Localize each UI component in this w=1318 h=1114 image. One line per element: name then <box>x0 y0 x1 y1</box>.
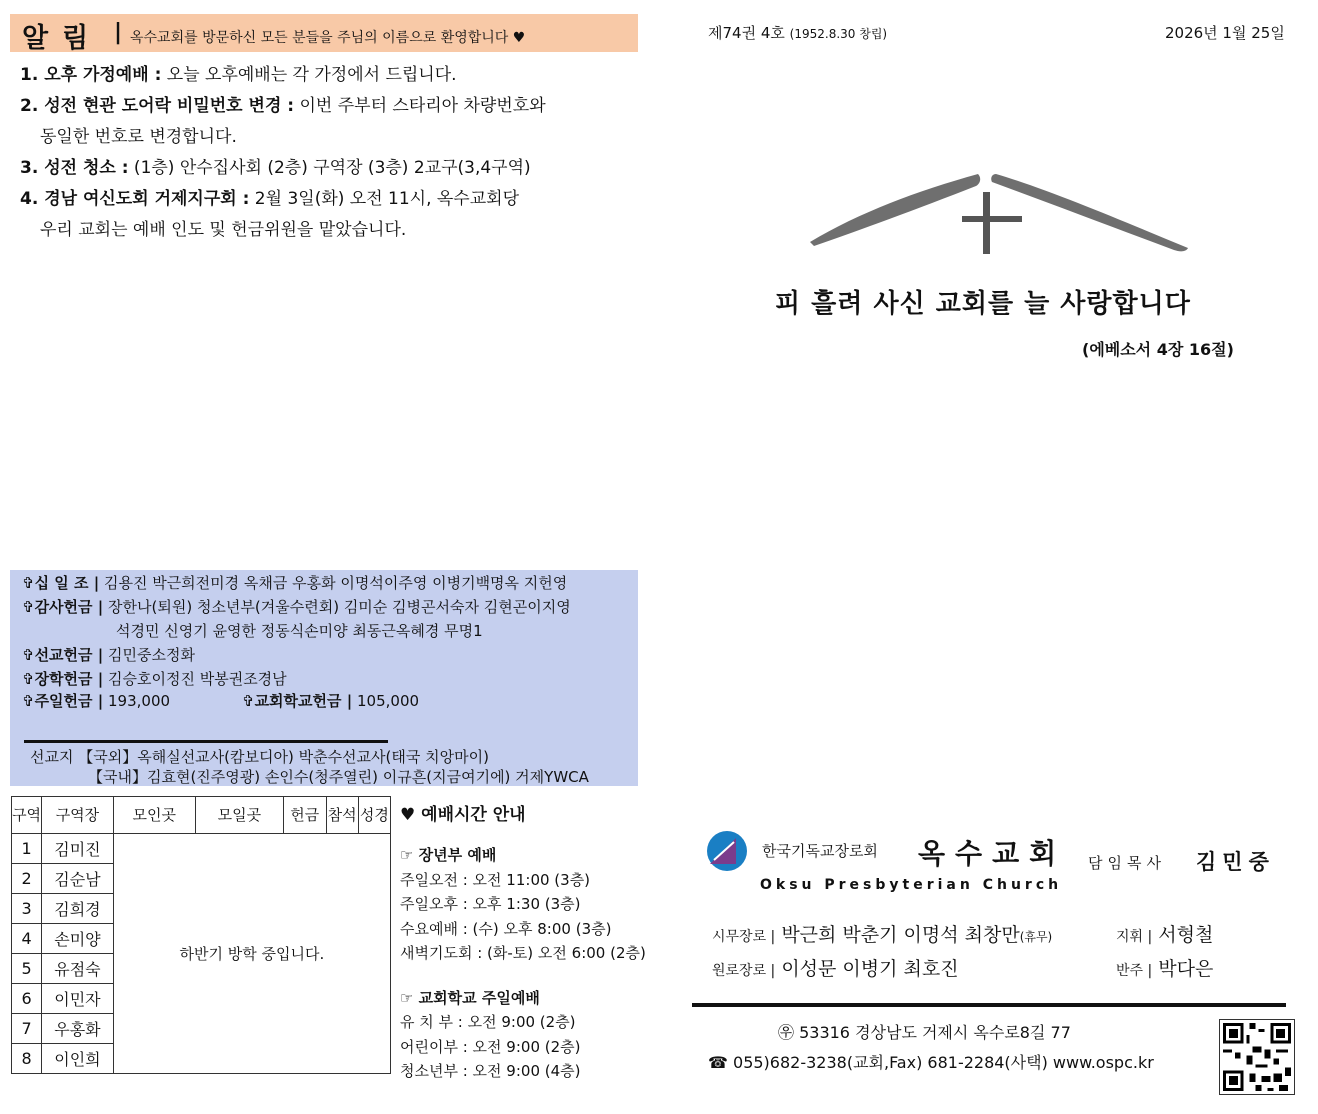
conductor-label: 지휘 | <box>1116 929 1153 945</box>
offering-divider <box>24 740 388 743</box>
footer-divider <box>692 1003 1286 1007</box>
col-offering: 헌금 <box>284 797 327 834</box>
schedule-title: ♥ 예배시간 안내 <box>400 805 526 825</box>
roof-right-stroke <box>991 174 1188 251</box>
motto-verse: (에베소서 4장 16절) <box>1082 340 1234 359</box>
notice-list <box>20 60 640 246</box>
pastor-name: 김민중 <box>1196 850 1275 874</box>
col-next-place: 모일곳 <box>195 797 283 834</box>
district-table <box>11 796 391 1074</box>
adult-worship-title: ☞ 장년부 예배 <box>400 846 497 864</box>
mission-label: ✞선교헌금 | <box>22 646 104 664</box>
elders-label: 시무장로 | <box>712 929 776 945</box>
schedule-line: 새벽기도회 : (화-토) 오전 6:00 (2층) <box>400 944 646 962</box>
notice-item <box>20 153 640 184</box>
notice-continuation: 동일한 번호로 변경합니다. <box>40 127 237 147</box>
sunday-amount: 193,000 <box>108 692 171 710</box>
cross-horizontal <box>962 216 1022 222</box>
cross-vertical <box>983 192 990 254</box>
thanks-names: 장한나(퇴원) 청소년부(겨울수련회) 김미순 김병곤서숙자 김현곤이지영 <box>108 598 571 616</box>
thanks-row <box>22 596 571 617</box>
missionary-row: 【국내】김효현(진주영광) 손인수(청주열린) 이규흔(지금여기에) 거제YWCA <box>88 768 589 786</box>
district-note: 하반기 방학 중입니다. <box>113 834 390 1074</box>
district-number: 8 <box>12 1044 42 1074</box>
district-leader: 김미진 <box>42 834 114 864</box>
worship-schedule <box>400 800 690 1084</box>
conductor-name: 서형철 <box>1158 924 1214 946</box>
thanks-label: ✞감사헌금 | <box>22 598 104 616</box>
tithe-row <box>22 572 567 593</box>
denomination: 한국기독교장로회 <box>762 842 878 860</box>
retired-label: 원로장로 | <box>712 963 776 979</box>
elders-row <box>712 920 1052 947</box>
col-district: 구역 <box>12 797 42 834</box>
pastor-label: 담임목사 <box>1088 854 1166 872</box>
district-leader: 이민자 <box>42 984 114 1014</box>
notice-body: 이번 주부터 스타리아 차량번호와 <box>294 96 546 116</box>
church-english-name: Oksu Presbyterian Church <box>760 877 1063 893</box>
tithe-names: 김용진 박근희전미경 옥채금 우홍화 이명석이주영 이병기백명옥 지헌영 <box>103 574 568 592</box>
district-leader: 우홍화 <box>42 1014 114 1044</box>
tithe-label: ✞십 일 조 | <box>22 574 100 592</box>
district-leader: 손미양 <box>42 924 114 954</box>
conductor-row <box>1116 920 1213 947</box>
district-number: 1 <box>12 834 42 864</box>
district-number: 6 <box>12 984 42 1014</box>
roof-left-stroke <box>810 174 980 246</box>
notice-continuation: 우리 교회는 예배 인도 및 헌금위원을 맡았습니다. <box>40 220 407 240</box>
district-leader: 이인희 <box>42 1044 114 1074</box>
col-bible: 성경 <box>358 797 390 834</box>
district-leader: 김순남 <box>42 864 114 894</box>
mission-row <box>22 644 195 665</box>
school-row <box>242 690 419 711</box>
sunday-label: ✞주일헌금 | <box>22 692 104 710</box>
notice-body: (1층) 안수집사회 (2층) 구역장 (3층) 2교구(3,4구역) <box>128 158 531 178</box>
mission-names: 김민중소정화 <box>108 646 195 664</box>
col-attendance: 참석 <box>326 797 358 834</box>
schedule-line: 주일오후 : 오후 1:30 (3층) <box>400 895 581 913</box>
notice-head: 4. 경남 여신도회 거제지구회 : <box>20 189 250 209</box>
offering-box <box>10 570 638 786</box>
notice-head: 3. 성전 청소 : <box>20 158 129 178</box>
accompanist-name: 박다은 <box>1158 958 1214 980</box>
elders-names: 박근희 박춘기 이명석 최창만 <box>781 924 1020 946</box>
roof-cross-logo <box>800 160 1200 260</box>
motto: 피 흘려 사신 교회를 늘 사랑합니다 <box>775 289 1191 319</box>
volume-number: 제74권 4호 <box>708 24 785 42</box>
church-name: 옥수교회 <box>918 837 1067 870</box>
notice-item <box>20 91 640 122</box>
thanks-row-cont: 석경민 신영기 윤영한 정동식손미양 최동근옥혜경 무명1 <box>116 622 483 640</box>
district-leader: 유점숙 <box>42 954 114 984</box>
church-phone: ☎ 055)682-3238(교회,Fax) 681-2284(사택) www.ospc.kr <box>708 1053 1154 1072</box>
table-row <box>12 834 391 864</box>
notice-divider: | <box>114 20 123 45</box>
notice-head: 2. 성전 현관 도어락 비밀번호 변경 : <box>20 96 295 116</box>
missionary-row: 선교지 【국외】옥해실선교사(캄보디아) 박춘수선교사(태국 치앙마이) <box>30 748 489 766</box>
col-met-place: 모인곳 <box>113 797 195 834</box>
schedule-line: 청소년부 : 오전 9:00 (4층) <box>400 1062 581 1080</box>
elders-note: (휴무) <box>1019 930 1053 944</box>
district-number: 5 <box>12 954 42 984</box>
schedule-line: 유 치 부 : 오전 9:00 (2층) <box>400 1013 576 1031</box>
accompanist-row <box>1116 954 1213 981</box>
retired-elders-row <box>712 954 959 981</box>
schedule-line: 주일오전 : 오전 11:00 (3층) <box>400 870 591 889</box>
sunday-row <box>22 690 170 711</box>
retired-names: 이성문 이병기 최호진 <box>781 958 959 980</box>
district-number: 7 <box>12 1014 42 1044</box>
school-worship-title: ☞ 교회학교 주일예배 <box>400 988 540 1007</box>
scholar-row <box>22 668 287 689</box>
district-number: 2 <box>12 864 42 894</box>
notice-head: 1. 오후 가정예배 : <box>20 65 162 85</box>
schedule-line: 수요예배 : (수) 오후 8:00 (3층) <box>400 919 612 938</box>
schedule-line: 어린이부 : 오전 9:00 (2층) <box>400 1037 581 1056</box>
notice-title: 알림 <box>22 23 103 54</box>
accompanist-label: 반주 | <box>1116 963 1153 979</box>
issue-date: 2026년 1월 25일 <box>1165 24 1285 42</box>
notice-welcome: 옥수교회를 방문하신 모든 분들을 주님의 이름으로 환영합니다 ♥ <box>130 30 526 46</box>
notice-item <box>20 184 640 215</box>
founded-date: (1952.8.30 창립) <box>789 27 888 41</box>
notice-body: 2월 3일(화) 오전 11시, 옥수교회당 <box>249 189 519 209</box>
school-amount: 105,000 <box>357 692 420 710</box>
notice-body: 오늘 오후예배는 각 가정에서 드립니다. <box>161 65 457 85</box>
church-logo <box>706 830 748 872</box>
notice-header <box>10 14 638 52</box>
district-number: 3 <box>12 894 42 924</box>
volume-info <box>708 22 887 43</box>
qr-code-icon[interactable] <box>1219 1019 1295 1095</box>
district-number: 4 <box>12 924 42 954</box>
scholar-label: ✞장학헌금 | <box>22 670 104 688</box>
scholar-names: 김승호이정진 박봉권조경남 <box>108 670 287 688</box>
notice-item <box>20 60 640 91</box>
table-header-row <box>12 797 391 834</box>
church-address: ㉾ 53316 경상남도 거제시 옥수로8길 77 <box>778 1023 1071 1042</box>
district-leader: 김희경 <box>42 894 114 924</box>
col-leader: 구역장 <box>42 797 114 834</box>
school-label: ✞교회학교헌금 | <box>242 692 353 710</box>
